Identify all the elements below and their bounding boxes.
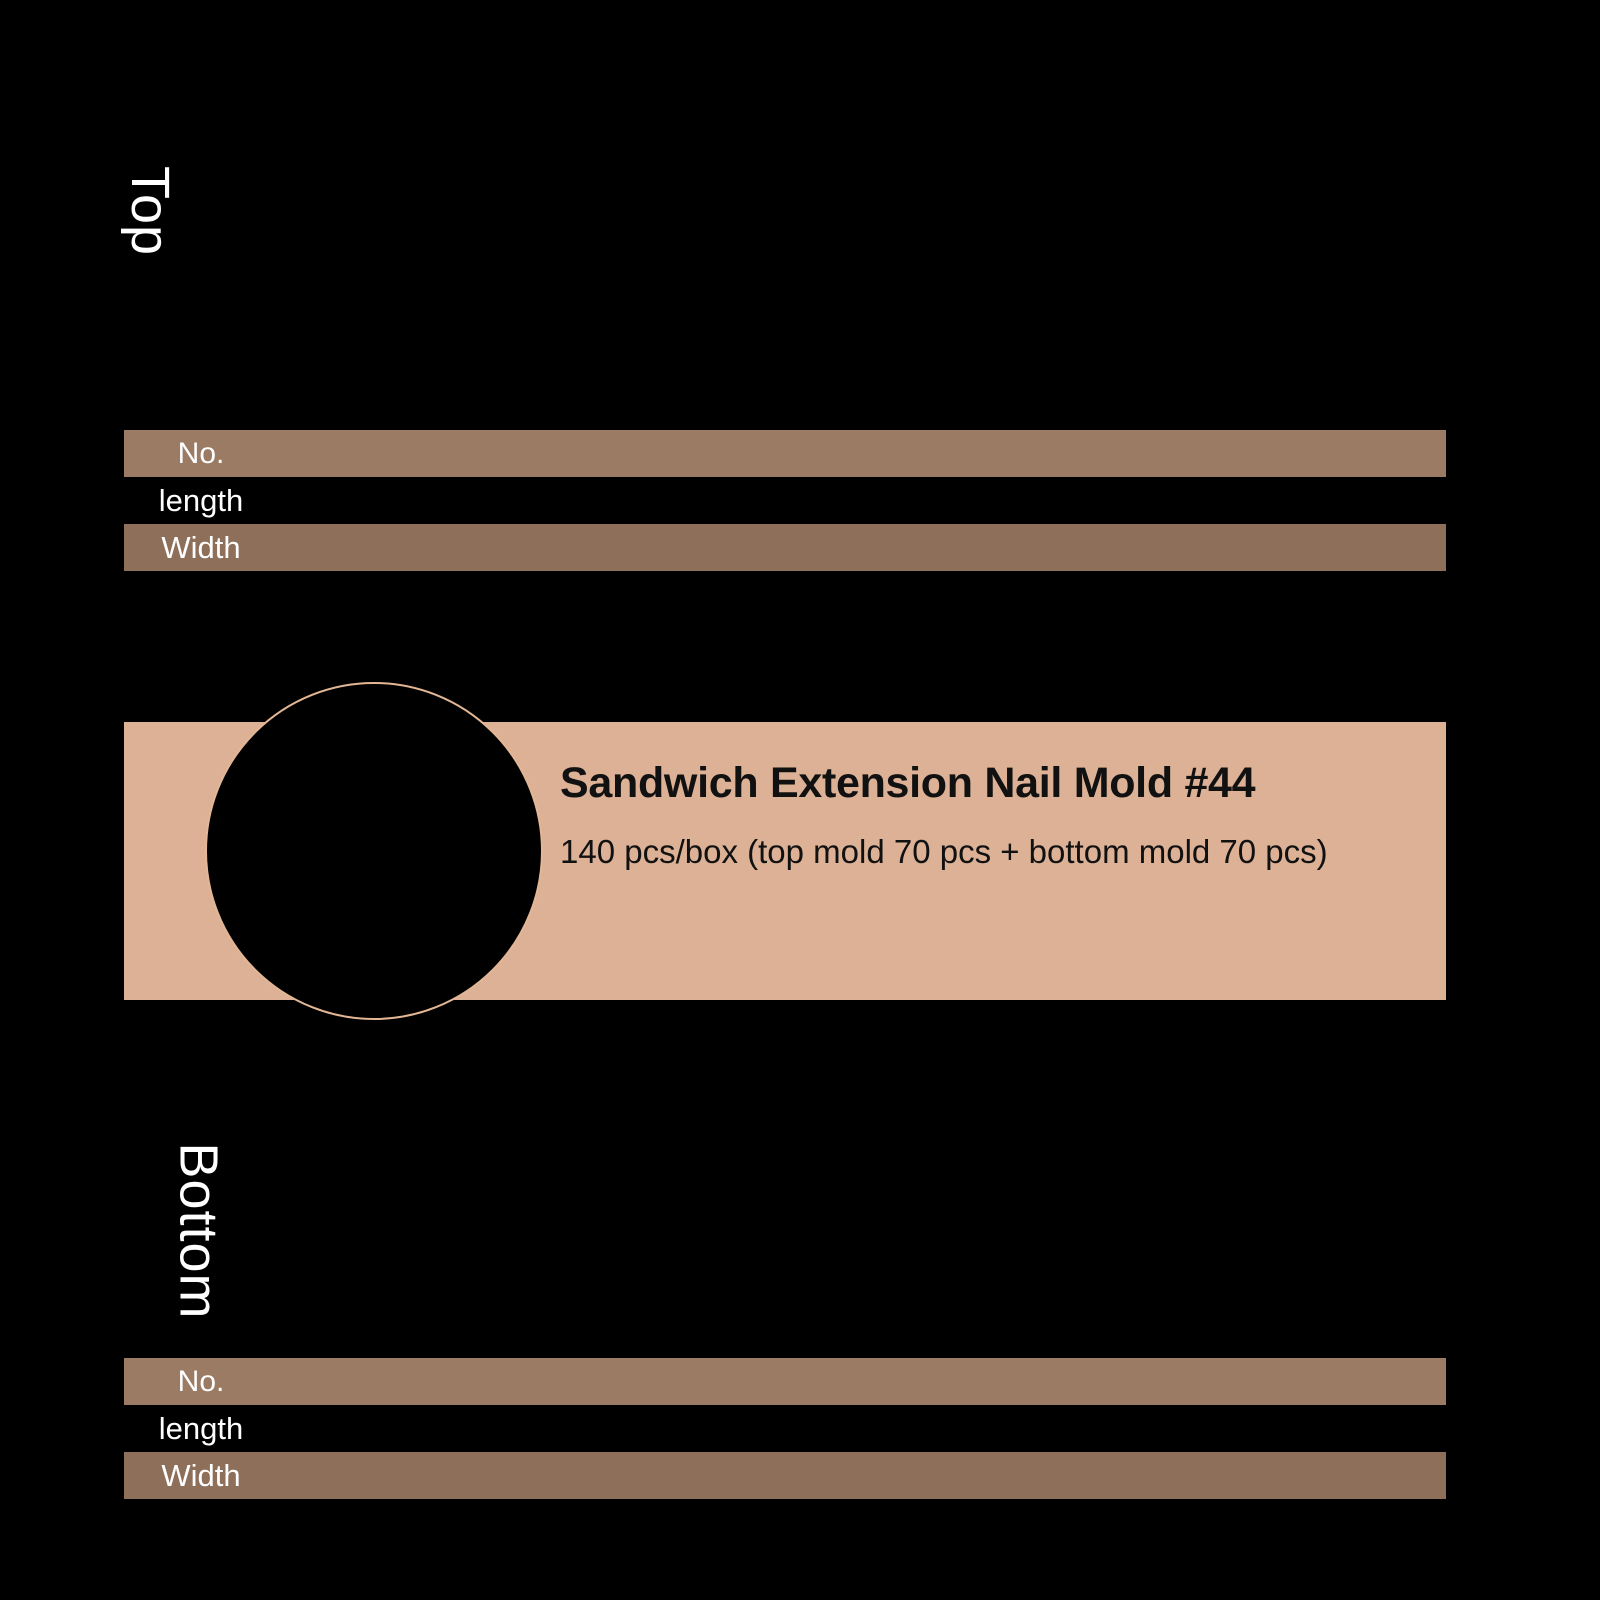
table-row [124, 1452, 1446, 1499]
banner-sample-circle [205, 682, 543, 1020]
banner-text-block [560, 760, 1440, 871]
section-label-top: Top [120, 165, 181, 257]
product-title: Sandwich Extension Nail Mold #44 [560, 759, 1256, 807]
section-label-bottom: Bottom [168, 1142, 229, 1320]
row-label-length: length [158, 482, 244, 518]
table-row [124, 1405, 1446, 1452]
table-row [124, 1358, 1446, 1405]
banner-sample-tips [207, 684, 541, 1018]
top-measurement-table [124, 430, 1446, 571]
row-label-no: No. [177, 1364, 225, 1398]
row-label-width: Width [161, 1457, 241, 1493]
table-row [124, 430, 1446, 477]
bottom-measurement-table [124, 1358, 1446, 1499]
product-quantity: 140 pcs/box (top mold 70 pcs + bottom mold 70 pcs) [560, 833, 1328, 871]
row-label-no: No. [177, 436, 225, 470]
row-label-width: Width [161, 529, 241, 565]
table-row [124, 524, 1446, 571]
top-mold-row [262, 28, 1442, 418]
bottom-mold-row [250, 1110, 1450, 1350]
row-label-length: length [158, 1410, 244, 1446]
table-row [124, 477, 1446, 524]
